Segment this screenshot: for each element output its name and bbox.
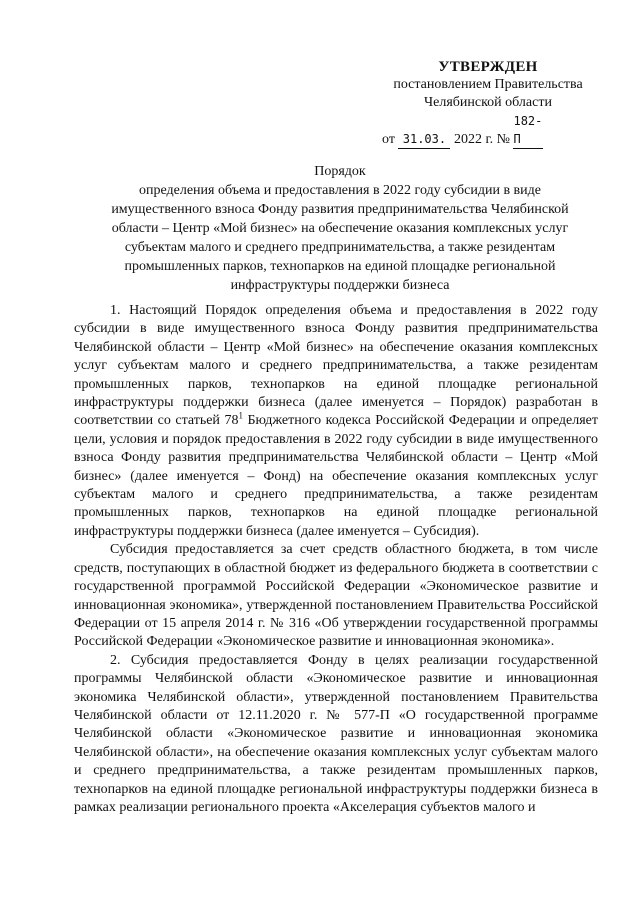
title-line-2: определения объема и предоставления в 2022 году субсидии в виде <box>139 183 541 198</box>
title-line-6: промышленных парков, технопарков на единой площадке региональной <box>124 259 556 274</box>
title-line-5: субъектам малого и среднего предпринимательства, а также резидентам <box>124 240 556 255</box>
approval-date-line <box>378 112 598 149</box>
title-line-7: инфраструктуры поддержки бизнеса <box>230 278 450 293</box>
paragraph-1-text-a: 1. Настоящий Порядок определения объема и предоставления в 2022 году субсидии в виде имущественного взноса Фонду развития предпринимательства Челябинской области – Центр «Мой бизнес» на обеспечение оказания комплексных услуг субъектам малого и среднего предпринимательства, а также резидентам промышленных парков, технопарков на единой площадке региональной инфраструктуры поддержки бизнеса (далее именуется – Порядок) разработан в соответствии со статьей 78 <box>74 303 598 429</box>
decree-number: 182-П <box>513 112 543 149</box>
document-title <box>80 162 600 295</box>
title-line-1: Порядок <box>314 164 366 179</box>
paragraph-2: Субсидия предоставляется за счет средств областного бюджета, в том числе средств, поступающих в областной бюджет из федерального бюджета в соответствии с государственной программой Российской Федерации «Экономическое развитие и инновационная экономика», утвержденной постановлением Правительства Российской Федерации от 15 апреля 2014 г. № 316 «Об утверждении государственной программы Российской Федерации «Экономическое развитие и инновационная экономика». <box>74 542 598 650</box>
title-line-4: области – Центр «Мой бизнес» на обеспечение оказания комплексных услуг <box>111 221 569 236</box>
paragraph-1 <box>74 302 598 541</box>
document-body <box>74 302 598 817</box>
date-prefix: от <box>382 132 395 147</box>
approval-stamp <box>378 58 598 149</box>
date-value: 31.03. <box>398 130 450 149</box>
title-line-3: имущественного взноса Фонду развития предпринимательства Челябинской <box>111 202 569 217</box>
article-superscript: 1 <box>238 410 243 421</box>
approval-line-2: Челябинской области <box>424 95 552 110</box>
paragraph-1-text-b: Бюджетного кодекса Российской Федерации и определяет цели, условия и порядок предоставления в 2022 году субсидии в виде имущественного взноса Фонду развития предпринимательства Челябинской области – Центр «Мой бизнес» (далее именуется – Фонд) на обеспечение оказания комплексных услуг субъектам малого и среднего предпринимательства, а также резидентам промышленных парков, технопарков на единой площадке региональной инфраструктуры поддержки бизнеса (далее именуется – Субсидия). <box>74 413 598 539</box>
approval-line-1: постановлением Правительства <box>393 77 583 92</box>
date-year: 2022 г. № <box>453 132 510 147</box>
approval-heading: УТВЕРЖДЕН <box>438 59 538 75</box>
paragraph-3: 2. Субсидия предоставляется Фонду в целях реализации государственной программы Челябинской области «Экономическое развитие и инновационная экономика Челябинской области», утвержденной постановлением Правительства Челябинской области от 12.11.2020 г. № 577-П «О государственной программе Челябинской области «Экономическое развитие и инновационная экономика Челябинской области», на обеспечение оказания комплексных услуг субъектам малого и среднего предпринимательства, а также резидентам промышленных парков, технопарков на единой площадке региональной инфраструктуры поддержки бизнеса в рамках реализации регионального проекта «Акселерация субъектов малого и <box>74 652 598 815</box>
